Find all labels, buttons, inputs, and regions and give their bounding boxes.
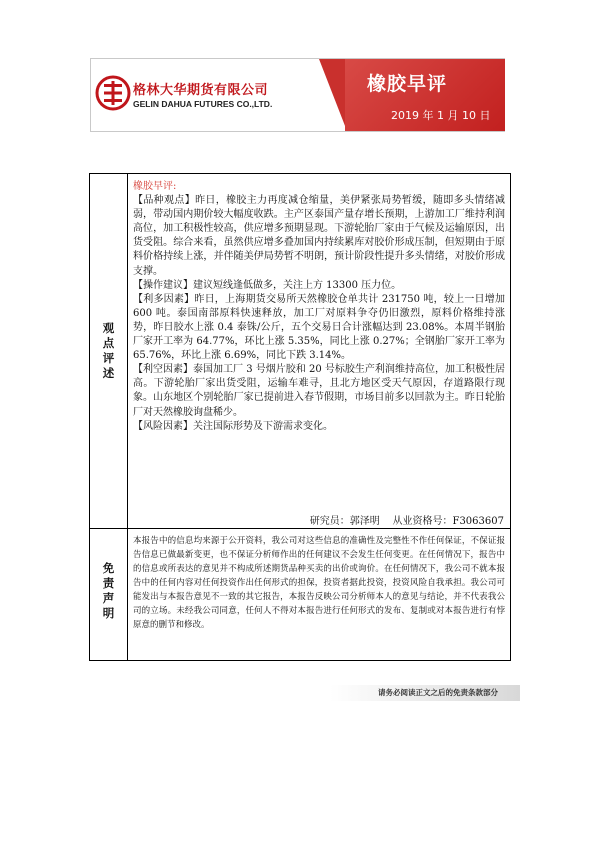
paragraph-view: 【品种观点】昨日，橡胶主力再度减仓缩量，美伊紧张局势暂缓，随即多头情绪减弱，带动国内期价较大幅度收跌。主产区泰国产量存增长预期，上游加工厂维持利润高位，加工积极性较高，供应增多预期显现。下游轮胎厂家由于气候及运输原因，出货受阻。综合来看，虽然供应增多叠加国内持续累库对胶价形成压制，但短期由于原料价格持续上涨，并伴随美伊局势暂不明朗，预计阶段性提升多头情绪，对胶价形成支撑。 — [133, 195, 506, 277]
section-heading: 橡胶早评: — [133, 181, 177, 192]
paragraph-risk: 【风险因素】关注国际形势及下游需求变化。 — [133, 420, 333, 432]
banner-wedge — [319, 59, 347, 131]
disclaimer-section-label: 免 责 声 明 — [102, 561, 115, 620]
report-title: 橡胶早评 — [367, 73, 448, 95]
paragraph-bullish: 【利多因素】昨日，上海期货交易所天然橡胶仓单共计 231750 吨，较上一日增加 600 吨。泰国南部原料快速释放，加工厂对原料争夺仍旧激烈，原料价格维持涨势，昨日胶水上涨 0.4 泰铢/公斤，五个交易日合计涨幅达到 23.08%。本周半钢胎厂家开工率为 64.77%，环比上涨 5.35%，同比上涨 0.27%；全钢胎厂家开工率为 65.76%，环比上涨 6.69%，同比下跌 3.14%。 — [133, 293, 506, 362]
footer-note: 请务必阅读正文之后的免责条款部分 — [378, 688, 498, 697]
view-section-content — [133, 180, 505, 434]
company-logo-icon — [95, 75, 131, 111]
column-divider — [127, 174, 128, 660]
company-name-cn: 格林大华期货有限公司 — [133, 83, 269, 98]
row-divider — [90, 528, 510, 529]
view-section-label: 观 点 评 述 — [102, 321, 115, 380]
paragraph-bearish: 【利空因素】泰国加工厂 3 号烟片胶和 20 号标胶生产利润维持高位，加工积极性居高。下游轮胎厂家出货受阻，运输车难寻，且北方地区受天气原因，存道路限行现象。山东地区个别轮胎厂家已提前进入春节假期，市场目前多以回款为主。昨日轮胎厂对天然橡胶询盘稀少。 — [133, 364, 505, 418]
disclaimer-text: 本报告中的信息均来源于公开资料，我公司对这些信息的准确性及完整性不作任何保证，不保证报告信息已做最新变更，也不保证分析师作出的任何建议不会发生任何变更。在任何情况下，报告中的信息或所表达的意见并不构成所述期货品种买卖的出价或询价。在任何情况下，我公司不就本报告中的任何内容对任何投资作出任何形式的担保，投资者据此投资，投资风险自我承担。我公司可能发出与本报告意见不一致的其它报告，本报告反映公司分析师本人的意见与结论，并不代表我公司的立场。未经我公司同意，任何人不得对本报告进行任何形式的发布、复制或对本报告进行有悖原意的删节和修改。 — [133, 536, 505, 630]
report-header — [90, 58, 505, 132]
paragraph-advice: 【操作建议】建议短线逢低做多，关注上方 13300 压力位。 — [133, 279, 402, 291]
report-date: 2019 年 1 月 10 日 — [391, 109, 491, 122]
company-name-en: GELIN DAHUA FUTURES CO.,LTD. — [133, 99, 273, 109]
researcher-info: 研究员：郭泽明 从业资格号：F3063607 — [309, 516, 504, 527]
report-table — [89, 173, 511, 661]
